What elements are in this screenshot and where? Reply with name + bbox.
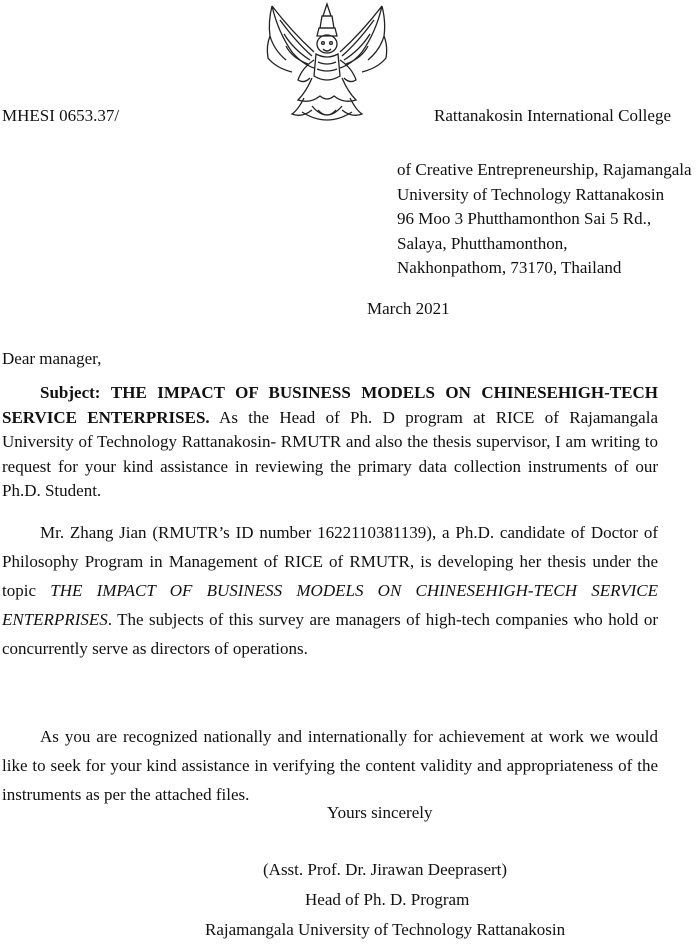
signatory-position: Head of Ph. D. Program: [305, 890, 470, 909]
garuda-emblem-icon: [262, 2, 392, 128]
paragraph-text: As you are recognized nationally and internationally for achievement at work we would like to seek for your kind assistance in verifying the content validity and appropriateness of the instruments as per the attached files.: [2, 727, 658, 804]
signatory-university: Rajamangala University of Technology Rattanakosin: [205, 920, 566, 939]
signatory-name: (Asst. Prof. Dr. Jirawan Deeprasert): [263, 860, 508, 879]
address-line: 96 Moo 3 Phutthamonthon Sai 5 Rd.,: [397, 209, 652, 229]
subject-label: Subject:: [40, 383, 101, 402]
paragraph-text: . The subjects of this survey are managers of high-tech companies who hold or concurrently serve as directors of operations.: [2, 610, 658, 658]
address-line: Nakhonpathom, 73170, Thailand: [397, 258, 622, 278]
body-paragraph-request: [2, 722, 658, 809]
closing: Yours sincerely: [327, 803, 433, 822]
subject-title: THE IMPACT OF BUSINESS MODELS ON CHINESEHIGH-TECH SERVICE ENTERPRISES.: [2, 383, 658, 427]
reference-number: MHESI 0653.37/: [2, 106, 120, 125]
address-line: University of Technology Rattanakosin: [397, 184, 665, 204]
body-paragraph-candidate: [2, 518, 658, 663]
address-line: of Creative Entrepreneurship, Rajamangala: [397, 160, 692, 179]
thesis-topic: THE IMPACT OF BUSINESS MODELS ON CHINESEHIGH-TECH SERVICE ENTERPRISES: [2, 581, 658, 629]
salutation: Dear manager,: [2, 349, 102, 368]
paragraph-text: Mr. Zhang Jian (RMUTR’s ID number 1622110381139), a Ph.D. candidate of Doctor of Philosophy Program in Management of RICE of RMUTR, is developing her thesis under the topic: [2, 523, 658, 600]
address-line: Salaya, Phutthamonthon,: [397, 233, 568, 253]
letter-date: March 2021: [367, 299, 450, 318]
body-paragraph-subject: [2, 381, 658, 504]
sender-address: [397, 158, 692, 281]
paragraph-text: As the Head of Ph. D program at RICE of Rajamangala University of Technology Rattanakosin- RMUTR and also the thesis supervisor, I am writing to request for your kind assistance in reviewing the primary data collection instruments of our Ph.D. Student.: [2, 407, 658, 501]
institution-name: Rattanakosin International College: [434, 106, 671, 125]
